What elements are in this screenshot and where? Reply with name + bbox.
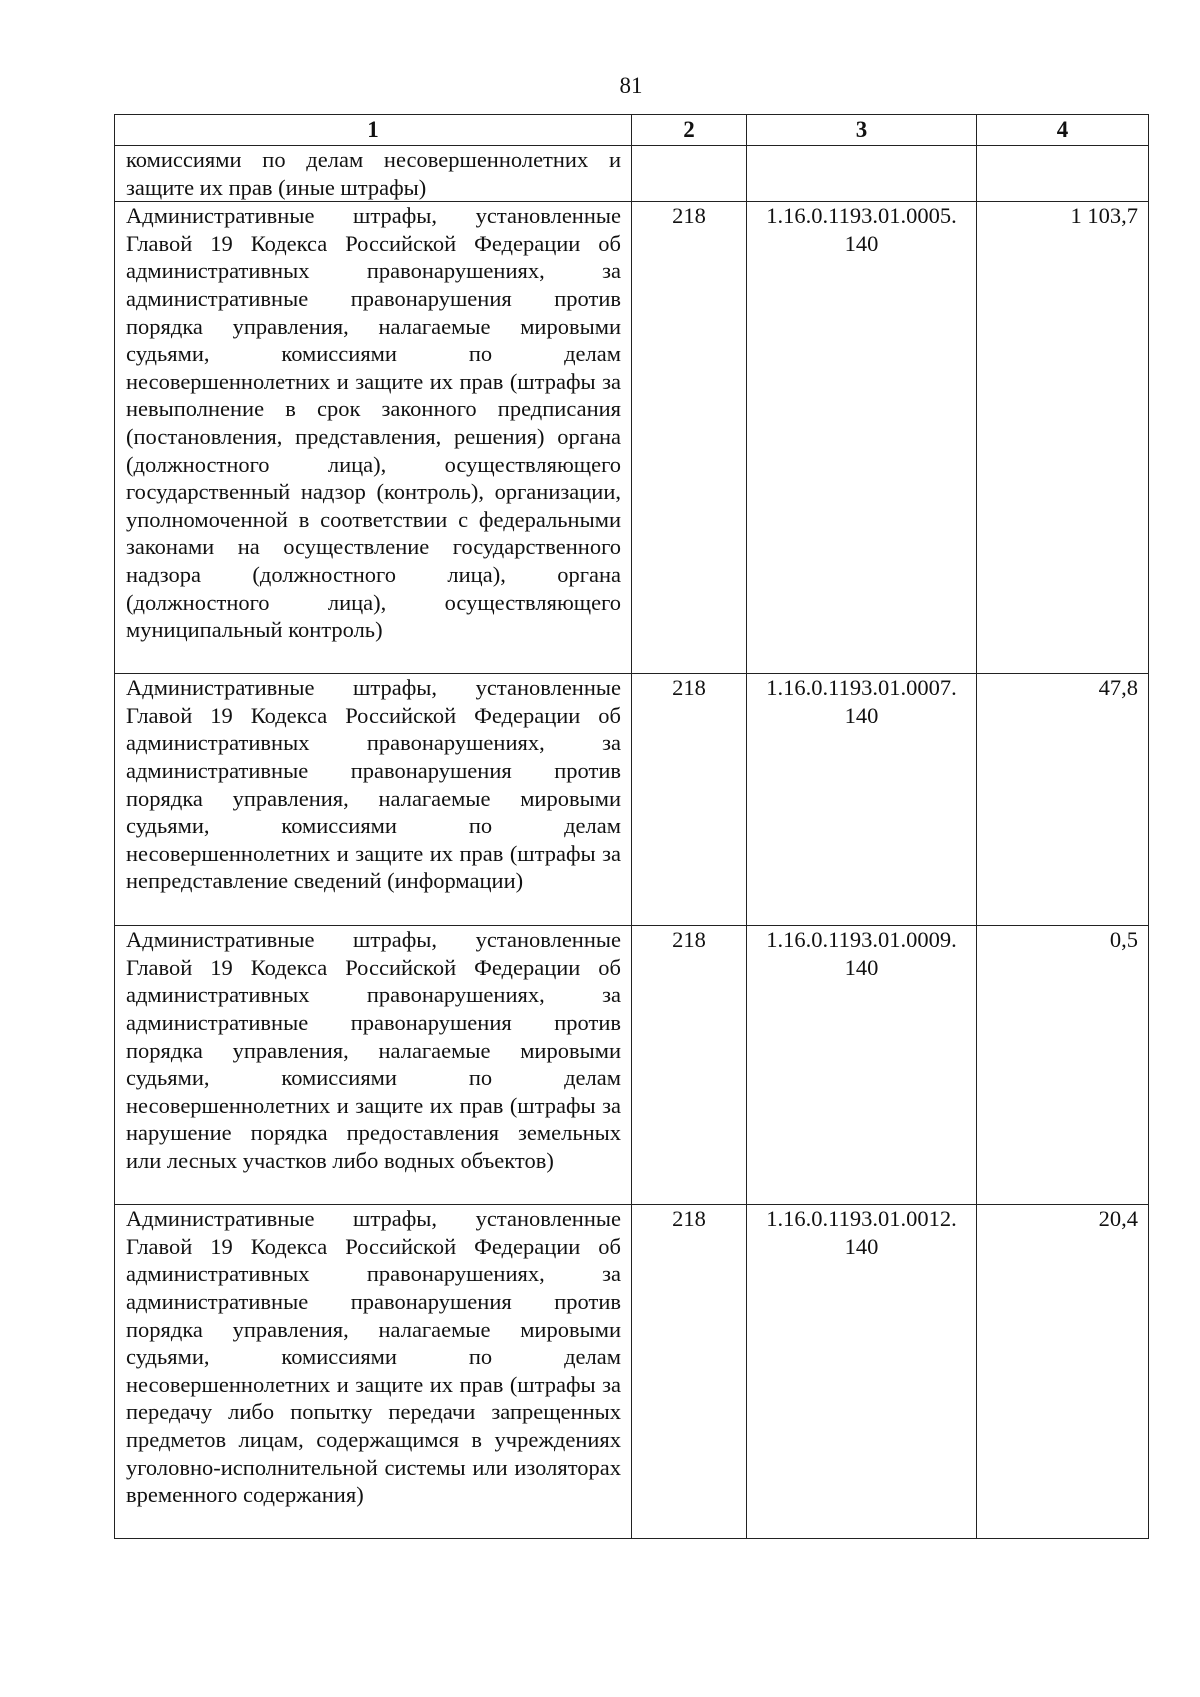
table-row [115,1205,1149,1539]
table-row [115,674,1149,926]
column-header-3: 3 [747,115,977,146]
kbk-code-line1: 1.16.0.1193.01.0009. [766,927,957,953]
column-header-1: 1 [115,115,632,146]
table-header-row [115,115,1149,146]
row-kbk-code [747,926,977,1205]
kbk-code-line1: 1.16.0.1193.01.0005. [766,203,957,229]
row-admin-code [632,146,747,202]
row-admin-code: 218 [632,926,747,1205]
row-admin-code: 218 [632,674,747,926]
row-admin-code: 218 [632,1205,747,1539]
row-kbk-code [747,202,977,674]
row-kbk-code [747,1205,977,1539]
column-header-4: 4 [977,115,1149,146]
row-amount: 20,4 [977,1205,1149,1539]
row-description: Административные штрафы, установленные Главой 19 Кодекса Российской Федерации об административных правонарушениях, за административные правонарушения против порядка управления, налагаемые мировыми судьями, комиссиями по делам несовершеннолетних и защите их прав (штрафы за нарушение порядка предоставления земельных или лесных участков либо водных объектов) [115,926,632,1205]
kbk-code-line2: 140 [844,702,879,728]
page-number: 81 [619,73,643,98]
table-row [115,926,1149,1205]
row-description: комиссиями по делам несовершеннолетних и защите их прав (иные штрафы) [115,146,632,202]
row-description: Административные штрафы, установленные Главой 19 Кодекса Российской Федерации об административных правонарушениях, за административные правонарушения против порядка управления, налагаемые мировыми судьями, комиссиями по делам несовершеннолетних и защите их прав (штрафы за непредставление сведений (информации) [115,674,632,926]
row-description: Административные штрафы, установленные Главой 19 Кодекса Российской Федерации об административных правонарушениях, за административные правонарушения против порядка управления, налагаемые мировыми судьями, комиссиями по делам несовершеннолетних и защите их прав (штрафы за невыполнение в срок законного предписания (постановления, представления, решения) органа (должностного лица), осуществляющего государственный надзор (контроль), организации, уполномоченной в соответствии с федеральными законами на осуществление государственного надзора (должностного лица), органа (должностного лица), осуществляющего муниципальный контроль) [115,202,632,674]
kbk-code-line1: 1.16.0.1193.01.0007. [766,675,957,701]
row-amount: 47,8 [977,674,1149,926]
column-header-2: 2 [632,115,747,146]
row-amount: 1 103,7 [977,202,1149,674]
revenue-table [114,114,1149,1539]
row-kbk-code [747,146,977,202]
kbk-code-line1: 1.16.0.1193.01.0012. [766,1206,957,1232]
row-admin-code: 218 [632,202,747,674]
row-amount: 0,5 [977,926,1149,1205]
row-description: Административные штрафы, установленные Главой 19 Кодекса Российской Федерации об административных правонарушениях, за административные правонарушения против порядка управления, налагаемые мировыми судьями, комиссиями по делам несовершеннолетних и защите их прав (штрафы за передачу либо попытку передачи запрещенных предметов лицам, содержащимся в учреждениях уголовно-исполнительной системы или изоляторах временного содержания) [115,1205,632,1539]
kbk-code-line2: 140 [844,1233,879,1259]
row-amount [977,146,1149,202]
table-row [115,146,1149,202]
row-kbk-code [747,674,977,926]
table-row [115,202,1149,674]
kbk-code-line2: 140 [844,230,879,256]
kbk-code-line2: 140 [844,954,879,980]
